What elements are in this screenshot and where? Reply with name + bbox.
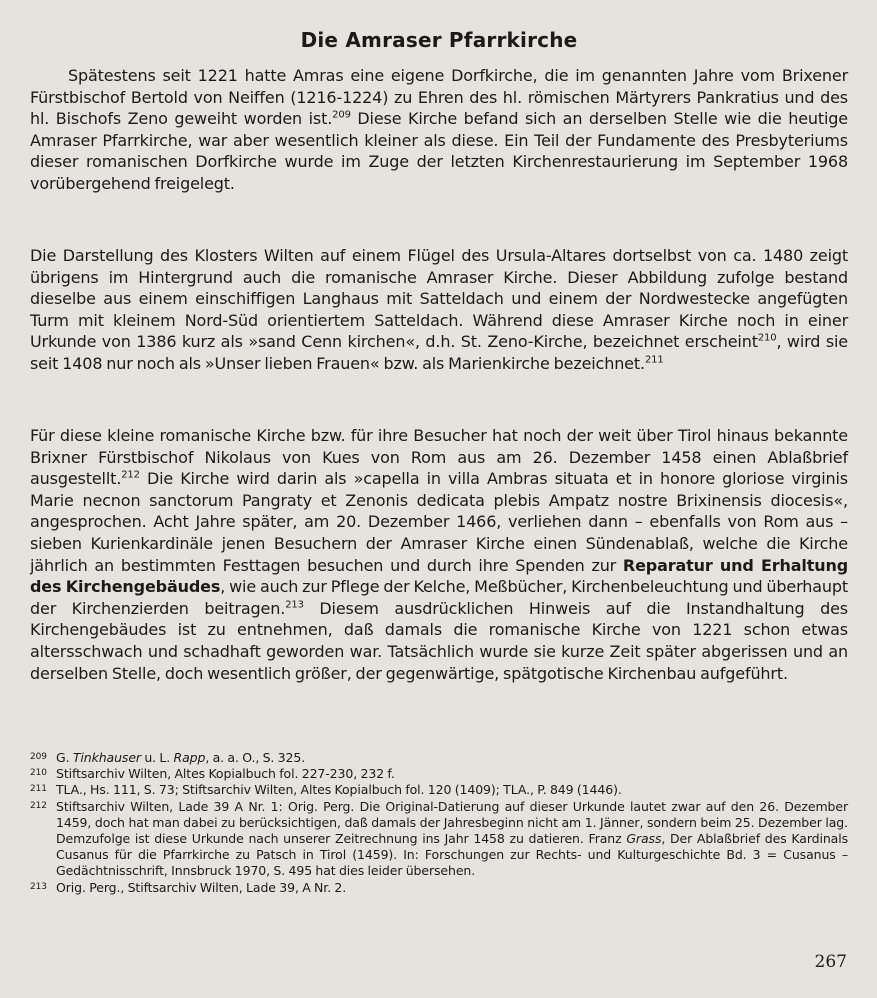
footnote-text-part: , a. a. O., S. 325. bbox=[205, 750, 306, 765]
paragraph-2-text-cont: , wird sie seit 1408 nur noch als »Unser lieben Frauen« bzw. als Marienkirche bezeichnet. bbox=[30, 332, 848, 373]
footnote-author: Rapp bbox=[173, 750, 206, 765]
paragraph-3 bbox=[30, 425, 848, 684]
footnote-author: Tinkhauser bbox=[72, 750, 141, 765]
chapter-title: Die Amraser Pfarrkirche bbox=[300, 28, 578, 52]
paragraph-2-text: Die Darstellung des Klosters Wilten auf einem Flügel des Ursula-Altares dortselbst von ca. 1480 zeigt übrigens im Hintergrund auch die romanische Amraser Kirche. Dieser Abbildung zufolge bestand dieselbe aus einem einschiffigen Langhaus mit Satteldach und einem der Nordwestecke angefügten Turm mit kleinem Nord-Süd orientiertem Satteldach. Während diese Amraser Kirche noch in einer Urkunde von 1386 kurz als »sand Cenn kirchen«, d.h. St. Zeno-Kirche, bezeichnet erscheint bbox=[30, 246, 848, 352]
footnote-number: 209 bbox=[30, 752, 47, 762]
footnote-ref-209: 209 bbox=[332, 109, 351, 121]
footnote-ref-210: 210 bbox=[757, 333, 777, 345]
footnote-ref-212: 212 bbox=[121, 469, 140, 481]
footnote-author: Grass bbox=[626, 831, 662, 847]
paragraph-3-bold-phrase: Reparatur und Erhaltung des Kirchengebäudes bbox=[30, 555, 848, 597]
paragraph-3-text-cont2: , wie auch zur Pflege der Kelche, Meßbücher, Kirchenbeleuchtung und überhaupt der Kirchenzierden beitragen. bbox=[30, 577, 849, 618]
footnote-number: 212 bbox=[30, 800, 47, 811]
footnote-ref-213: 213 bbox=[285, 599, 304, 611]
footnote-212 bbox=[30, 799, 848, 880]
footnote-209 bbox=[30, 750, 848, 766]
footnote-number: 210 bbox=[30, 768, 47, 779]
footnote-number: 213 bbox=[30, 881, 47, 892]
footnote-210 bbox=[30, 766, 848, 782]
paragraph-1-text: Spätestens seit 1221 hatte Amras eine eigene Dorfkirche, die im genannten Jahre vom Brixener Fürstbischof Bertold von Neiffen (1216-1224) zu Ehren des hl. römischen Märtyrers Pankratius und des hl. Bischofs Zeno geweiht worden ist. bbox=[30, 66, 848, 129]
paragraph-1 bbox=[30, 65, 848, 195]
paragraph-3-text: Für diese kleine romanische Kirche bzw. für ihre Besucher hat noch der weit über Tirol hinaus bekannte Brixner Fürstbischof Nikolaus von Kues von Rom aus am 26. Dezember 1458 einen Ablaßbrief ausgestellt. bbox=[30, 426, 848, 489]
paragraph-1-text-cont: Diese Kirche befand sich an derselben Stelle wie die heutige Amraser Pfarrkirche, war aber wesentlich kleiner als diese. Ein Teil der Fundamente des Presbyteriums dieser romanischen Dorfkirche wurde im Zuge der letzten Kirchenrestaurierung im September 1968 vorübergehend freigelegt. bbox=[30, 109, 848, 193]
footnotes bbox=[30, 750, 848, 896]
footnote-text bbox=[56, 799, 848, 880]
footnote-text-part: , Der Ablaßbrief des Kardinals Cusanus für die Pfarrkirche zu Patsch in Tirol (1459). In: Forschungen zur Rechts- und Kulturgeschichte Bd. 3 = Cusanus – Gedächtnisschrift, Innsbruck 1970, S. 495 hat dies leider übersehen. bbox=[56, 831, 849, 879]
footnote-text-part: G. bbox=[56, 750, 73, 765]
footnote-text: Orig. Perg., Stiftsarchiv Wilten, Lade 39, A Nr. 2. bbox=[56, 879, 347, 895]
footnote-text bbox=[56, 750, 848, 766]
footnote-text: TLA., Hs. 111, S. 73; Stiftsarchiv Wilten, Altes Kopialbuch fol. 120 (1409); TLA., P. 849 (1446). bbox=[56, 782, 622, 798]
footnote-text-part: Stiftsarchiv Wilten, Lade 39 A Nr. 1: Orig. Perg. Die Original-Datierung auf dieser Urkunde lautet zwar auf den 26. Dezember 1459, doch hat man dabei zu berücksichtigen, daß damals der Jahresbeginn nicht am 1. Jänner, sondern beim 25. Dezember lag. Demzufolge ist diese Urkunde nach unserer Zeitrechnung ins Jahr 1458 zu datieren. Franz bbox=[56, 798, 848, 847]
paragraph-3-text-cont: Die Kirche wird darin als »capella in villa Ambras situata et in honore gloriose virginis Marie necnon sanctorum Pangraty et Zenonis dedicata plebis Ampatz nostre Brixinensis diocesis«, angesprochen. Acht Jahre später, am 20. Dezember 1466, verliehen dann – ebenfalls von Rom aus – sieben Kurienkardinäle jenen Besuchern der Amraser Kirche einen Sündenablaß, welche die Kirche jährlich an bestimmten Festtagen besuchen und durch ihre Spenden zur bbox=[30, 469, 848, 575]
footnote-213 bbox=[30, 880, 848, 896]
footnote-ref-211: 211 bbox=[644, 354, 664, 366]
paragraph-2 bbox=[30, 245, 848, 375]
paragraph-3-text-cont3: Diesem ausdrücklichen Hinweis auf die Instandhaltung des Kirchengebäudes ist zu entnehmen, daß damals die romanische Kirche von 1221 schon etwas altersschwach und schadhaft geworden war. Tatsächlich wurde sie kurze Zeit später abgerissen und an derselben Stelle, doch wesentlich größer, der gegenwärtige, spätgotische Kirchenbau aufgeführt. bbox=[30, 598, 848, 683]
footnote-text: Stiftsarchiv Wilten, Altes Kopialbuch fol. 227-230, 232 f. bbox=[56, 766, 395, 782]
footnote-211 bbox=[30, 782, 848, 798]
footnote-number: 211 bbox=[30, 784, 47, 795]
footnote-text-part: u. L. bbox=[140, 750, 174, 765]
page-number: 267 bbox=[814, 952, 847, 972]
